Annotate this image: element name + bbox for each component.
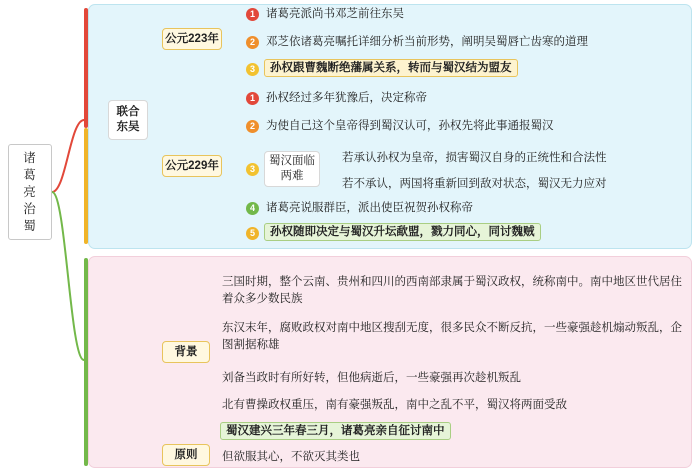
item-223-3-wrap (264, 60, 518, 77)
spine-yellow (84, 128, 88, 244)
group-title-229[interactable]: 公元229年 (162, 155, 222, 177)
group-title-223[interactable]: 公元223年 (162, 28, 222, 50)
item-229-3-sub-2[interactable]: 若不承认，两国将重新回到敌对状态，蜀汉无力应对 (342, 178, 607, 190)
root-line-2: 葛 (23, 167, 37, 182)
item-223-1[interactable]: 诸葛亮派尚书邓芝前往东吴 (266, 8, 404, 20)
item-229-3-sub-1[interactable]: 若承认孙权为皇帝，损害蜀汉自身的正统性和合法性 (342, 152, 607, 164)
item-yuanze-1[interactable]: 但欲服其心，不欲灭其类也 (222, 451, 360, 463)
item-229-5-wrap (264, 224, 541, 241)
bullet-4: 1 (246, 92, 259, 105)
root-line-3: 亮 (23, 184, 37, 199)
bullet-7: 4 (246, 202, 259, 215)
item-229-5[interactable]: 孙权随即决定与蜀汉升坛歃盟，戮力同心，同讨魏贼 (264, 223, 541, 241)
spine-red (84, 8, 88, 128)
spine-green (84, 258, 88, 466)
item-beijing-4[interactable]: 北有曹操政权重压，南有豪强叛乱，南中之乱不平，蜀汉将两面受敌 (222, 399, 567, 411)
bullet-2: 2 (246, 36, 259, 49)
branch-lianhe-dongwu[interactable] (108, 100, 148, 140)
item-223-3[interactable]: 孙权跟曹魏断绝藩属关系，转而与蜀汉结为盟友 (264, 59, 518, 77)
bullet-6: 3 (246, 163, 259, 176)
branch-lianhe-dongwu-line2: 东吴 (116, 121, 140, 133)
item-229-4[interactable]: 诸葛亮说服群臣，派出使臣祝贺孙权称帝 (266, 202, 473, 214)
bullet-8: 5 (246, 227, 259, 240)
root-line-1: 诸 (23, 150, 37, 165)
item-beijing-3[interactable]: 刘备当政时有所好转，但他病逝后，一些豪强再次趁机叛乱 (222, 372, 521, 384)
root-line-4: 治 (23, 201, 37, 216)
bullet-5: 2 (246, 120, 259, 133)
item-beijing-1[interactable]: 三国时期，整个云南、贵州和四川的西南部隶属于蜀汉政权，统称南中。南中地区世代居住着众多少数民族 (222, 276, 682, 305)
group-title-beijing[interactable]: 背景 (162, 341, 210, 363)
item-beijing-5-wrap (220, 423, 451, 440)
group-title-yuanze[interactable]: 原则 (162, 444, 210, 466)
root-node[interactable] (8, 144, 52, 240)
item-beijing-2[interactable]: 东汉末年，腐败政权对南中地区搜刮无度，很多民众不断反抗，一些豪强趁机煽动叛乱，企图割据称雄 (222, 322, 682, 351)
item-223-2[interactable]: 邓芝依诸葛亮嘱托详细分析当前形势，阐明吴蜀唇亡齿寒的道理 (266, 36, 588, 48)
branch-lianhe-dongwu-line1: 联合 (116, 106, 140, 118)
bullet-3: 3 (246, 63, 259, 76)
item-229-3-label[interactable] (264, 151, 320, 187)
root-line-5: 蜀 (23, 218, 37, 233)
item-229-3-label-text: 蜀汉面临两难 (269, 155, 315, 182)
item-229-2[interactable]: 为使自己这个皇帝得到蜀汉认可，孙权先将此事通报蜀汉 (266, 120, 554, 132)
item-beijing-5[interactable]: 蜀汉建兴三年春三月，诸葛亮亲自征讨南中 (220, 422, 451, 440)
bullet-1: 1 (246, 8, 259, 21)
item-229-1[interactable]: 孙权经过多年犹豫后，决定称帝 (266, 92, 427, 104)
